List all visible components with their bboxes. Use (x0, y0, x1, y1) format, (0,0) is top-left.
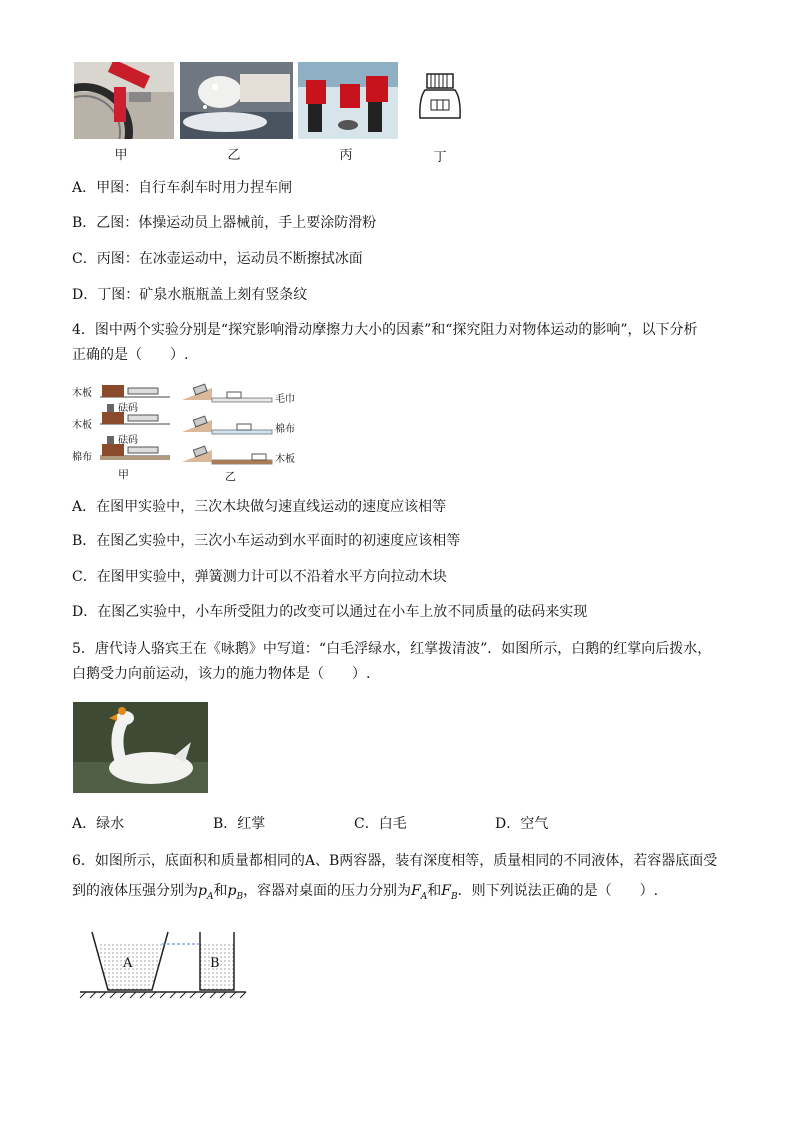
force-a-subscript: A (420, 891, 428, 902)
fig4-label-cloth: 棉布 (275, 424, 295, 435)
q6-stem-line1: 6．如图所示，底面积和质量都相同的A、B两容器，装有深度相等，质量相同的不同液体，若容器底面受 (72, 853, 718, 869)
fig4-label-weight2: 砝码 (118, 435, 138, 446)
q6-text-c: ．则下列说法正确的是（ ）. (457, 883, 659, 899)
q3-option-a: A．甲图：自行车刹车时用力捏车闸 (72, 180, 293, 196)
fig4-caption-jia: 甲 (118, 468, 129, 481)
q6-and-1: 和 (213, 883, 228, 899)
containers-figure (76, 928, 248, 1000)
container-a-label: A (123, 956, 133, 971)
fig4-label-weight1: 砝码 (118, 403, 138, 414)
force-a-symbol: F (411, 883, 421, 899)
fig4-label-cotton: 棉布 (72, 452, 92, 463)
fig4-label-board2: 木板 (72, 420, 92, 431)
fig4-label-board1: 木板 (72, 388, 92, 399)
caption-jia: 甲 (114, 148, 128, 163)
q5-stem-line1: 5．唐代诗人骆宾王在《咏鹅》中写道：“白毛浮绿水，红掌拨清波”．如图所示，白鹅的红掌向后拨水， (72, 641, 712, 657)
bicycle-brake-photo (74, 62, 174, 139)
q4-stem-line1: 4．图中两个实验分别是“探究影响滑动摩擦力大小的因素”和“探究阻力对物体运动的影响”，以下分析 (72, 322, 698, 338)
fig4-label-towel: 毛巾 (275, 394, 295, 405)
caption-bing: 丙 (339, 148, 353, 163)
force-b-symbol: F (441, 883, 451, 899)
q5-stem-line2: 白鹅受力向前运动，该力的施力物体是（ ）. (72, 666, 371, 682)
q6-stem-line2 (72, 881, 658, 907)
q4-option-a: A．在图甲实验中，三次木块做匀速直线运动的速度应该相等 (72, 499, 447, 515)
q3-option-d: D．丁图：矿泉水瓶瓶盖上刻有竖条纹 (72, 287, 308, 303)
q6-text-b: ，容器对桌面的压力分别为 (243, 883, 412, 899)
fig4-label-wood: 木板 (275, 454, 295, 465)
q6-text-a: 到的液体压强分别为 (72, 883, 198, 899)
friction-experiment-figure (72, 380, 302, 480)
q5-option-a: A．绿水 (72, 816, 125, 832)
q4-stem-line2: 正确的是（ ）. (72, 347, 189, 363)
pressure-b-symbol: p (227, 883, 237, 899)
fig4-caption-yi: 乙 (225, 470, 236, 483)
pressure-a-subscript: A (206, 891, 214, 902)
force-b-subscript: B (451, 891, 458, 902)
pressure-a-symbol: p (198, 883, 207, 899)
bottle-cap-figure (415, 70, 465, 130)
q5-option-b: B．红掌 (213, 816, 266, 832)
q4-option-b: B．在图乙实验中，三次小车运动到水平面时的初速度应该相等 (72, 533, 461, 549)
q4-option-d: D．在图乙实验中，小车所受阻力的改变可以通过在小车上放不同质量的砝码来实现 (72, 604, 588, 620)
caption-yi: 乙 (227, 148, 241, 163)
q3-option-c: C．丙图：在冰壶运动中，运动员不断擦拭冰面 (72, 251, 363, 267)
q6-and-2: 和 (427, 883, 442, 899)
caption-ding: 丁 (433, 150, 447, 165)
q3-option-b: B．乙图：体操运动员上器械前，手上要涂防滑粉 (72, 215, 377, 231)
container-b-label: B (210, 956, 220, 971)
pressure-b-subscript: B (236, 891, 244, 902)
q5-option-d: D．空气 (495, 816, 549, 832)
q4-option-c: C．在图甲实验中，弹簧测力计可以不沿着水平方向拉动木块 (72, 569, 447, 585)
goose-photo (73, 702, 208, 793)
q5-options (72, 814, 548, 834)
chalk-hand-photo (180, 62, 293, 139)
q5-option-c: C．白毛 (354, 816, 407, 832)
curling-photo (298, 62, 398, 139)
